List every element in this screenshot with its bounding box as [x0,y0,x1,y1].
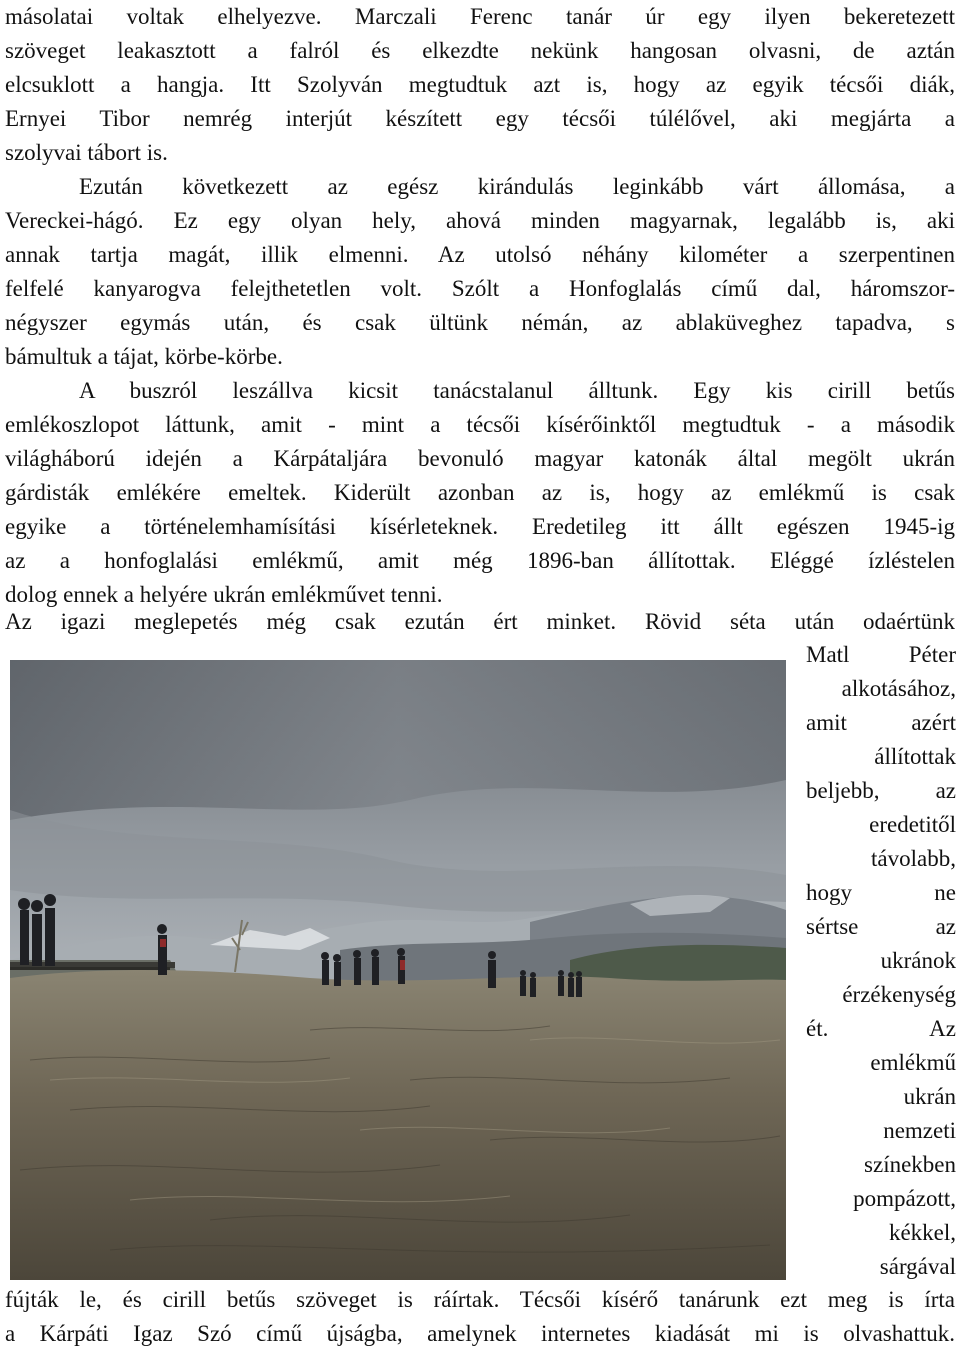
text-line: gárdisták emlékére emeltek. Kiderült azonban az is, hogy az emlékmű is csak [5,480,955,505]
text-line: szöveget leakasztott a falról és elkezdte nekünk hangosan olvasni, de aztán [5,38,955,63]
side-text-line: kékkel, [888,1220,956,1245]
side-text-line: alkotásához, [841,676,956,701]
text-line: elcsuklott a hangja. Itt Szolyván megtudtuk azt is, hogy az egyik técsői diák, [5,72,955,97]
text-line: világháború idején a Kárpátaljára bevonuló magyar katonák által megölt ukrán [5,446,955,471]
side-text-line: pompázott, [853,1186,956,1211]
side-text-line: beljebb, az [806,778,956,803]
text-line: az a honfoglalási emlékmű, amit még 1896-ban állítottak. Eléggé ízléstelen [5,548,955,573]
text-line: bámultuk a tájat, körbe-körbe. [5,344,283,369]
side-text-line: ukrán [903,1084,956,1109]
side-text-line: ét. Az [806,1016,956,1041]
paragraph-first-line: Ezután következett az egész kirándulás leginkább várt állomása, a [79,174,955,199]
text-line: egyike a történelemhamísítási kísérleteknek. Eredetileg itt állt egészen 1945-ig [5,514,955,539]
text-line: a Kárpáti Igaz Szó című újságba, amelynek internetes kiadását mi is olvashattuk. [5,1321,955,1346]
paragraph-first-line: Az igazi meglepetés még csak ezután ért minket. Rövid séta után odaértünk [5,609,955,634]
text-line: négyszer egymás után, és csak ültünk némán, az ablaküveghez tapadva, s [5,310,955,335]
side-text-line: eredetitől [869,812,956,837]
side-text-line: távolabb, [871,846,956,871]
paragraph-first-line: A buszról leszállva kicsit tanácstalanul álltunk. Egy kis cirill betűs [79,378,955,403]
side-text-line: állítottak [874,744,956,769]
text-line: felfelé kanyarogva felejthetetlen volt. Szólt a Honfoglalás című dal, háromszor- [5,276,955,301]
side-text-line: nemzeti [883,1118,956,1143]
side-text-line: színekben [864,1152,956,1177]
side-text-line: hogy ne [806,880,956,905]
text-line: dolog ennek a helyére ukrán emlékművet tenni. [5,582,443,607]
text-line: fújták le, és cirill betűs szöveget is ráírtak. Técsői kísérő tanárunk ezt meg is írta [5,1287,955,1312]
side-text-line: emlékmű [870,1050,956,1075]
side-text-line: érzékenység [842,982,956,1007]
side-text-line: ukránok [880,948,956,973]
text-line: másolatai voltak elhelyezve. Marczali Ferenc tanár úr egy ilyen bekeretezett [5,4,955,29]
text-line: Ernyei Tibor nemrég interjút készített egy técsői túlélővel, aki megjárta a [5,106,955,131]
side-text-line: sértse az [806,914,956,939]
text-line: Vereckei-hágó. Ez egy olyan hely, ahová minden magyarnak, legalább is, aki [5,208,955,233]
text-line: annak tartja magát, illik elmenni. Az utolsó néhány kilométer a szerpentinen [5,242,955,267]
text-line: emlékoszlopot láttunk, amit - mint a técsői kísérőinktől megtudtuk - a második [5,412,955,437]
photo-hilltop-visitors [10,660,786,1280]
side-text-line: sárgával [879,1254,956,1279]
side-text-line: amit azért [806,710,956,735]
text-line: szolyvai tábort is. [5,140,168,165]
side-text-line: Matl Péter [806,642,956,667]
